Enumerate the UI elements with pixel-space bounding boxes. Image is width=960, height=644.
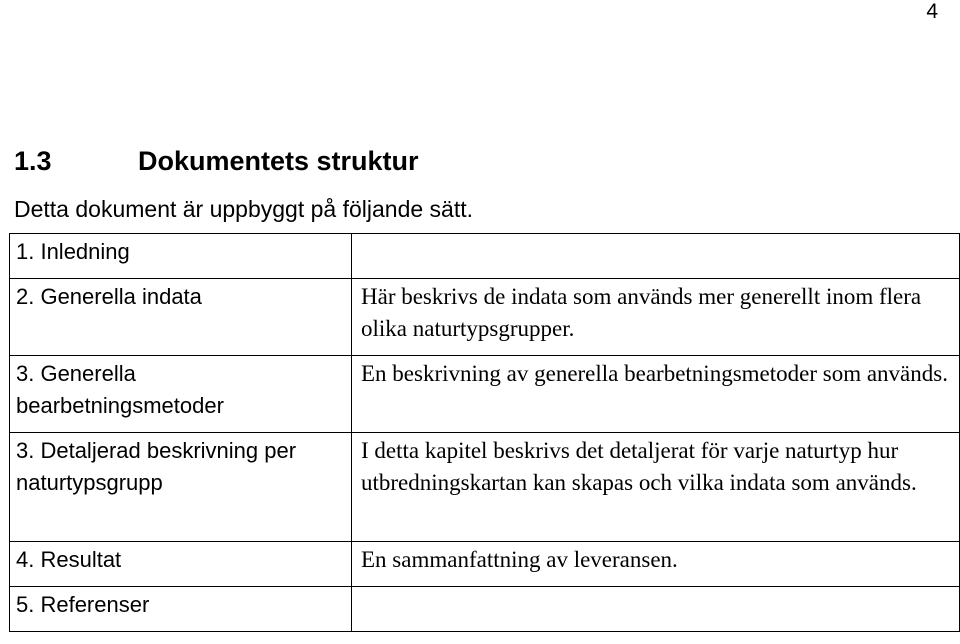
chapter-cell: 4. Resultat — [10, 542, 352, 587]
description-cell: En beskrivning av generella bearbetningsmetoder som används. — [352, 356, 960, 433]
description-cell — [352, 234, 960, 279]
chapter-cell: 5. Referenser — [10, 587, 352, 632]
page-number: 4 — [926, 0, 938, 23]
table-row — [10, 234, 960, 279]
section-heading — [14, 144, 419, 178]
chapter-cell: 1. Inledning — [10, 234, 352, 279]
table-row — [10, 279, 960, 356]
table-row — [10, 542, 960, 587]
table-row — [10, 433, 960, 542]
structure-table — [9, 233, 960, 632]
description-cell: En sammanfattning av leveransen. — [352, 542, 960, 587]
section-intro: Detta dokument är uppbyggt på följande sätt. — [14, 196, 474, 222]
chapter-cell: 3. Detaljerad beskrivning per naturtypsgrupp — [10, 433, 352, 542]
table-row — [10, 587, 960, 632]
description-cell — [352, 587, 960, 632]
section-number: 1.3 — [14, 146, 52, 176]
chapter-cell: 2. Generella indata — [10, 279, 352, 356]
description-cell: Här beskrivs de indata som används mer generellt inom flera olika naturtypsgrupper. — [352, 279, 960, 356]
section-title: Dokumentets struktur — [138, 146, 419, 176]
description-cell: I detta kapitel beskrivs det detaljerat för varje naturtyp hur utbredningskartan kan skapas och vilka indata som används. — [352, 433, 960, 542]
chapter-cell: 3. Generella bearbetningsmetoder — [10, 356, 352, 433]
table-row — [10, 356, 960, 433]
